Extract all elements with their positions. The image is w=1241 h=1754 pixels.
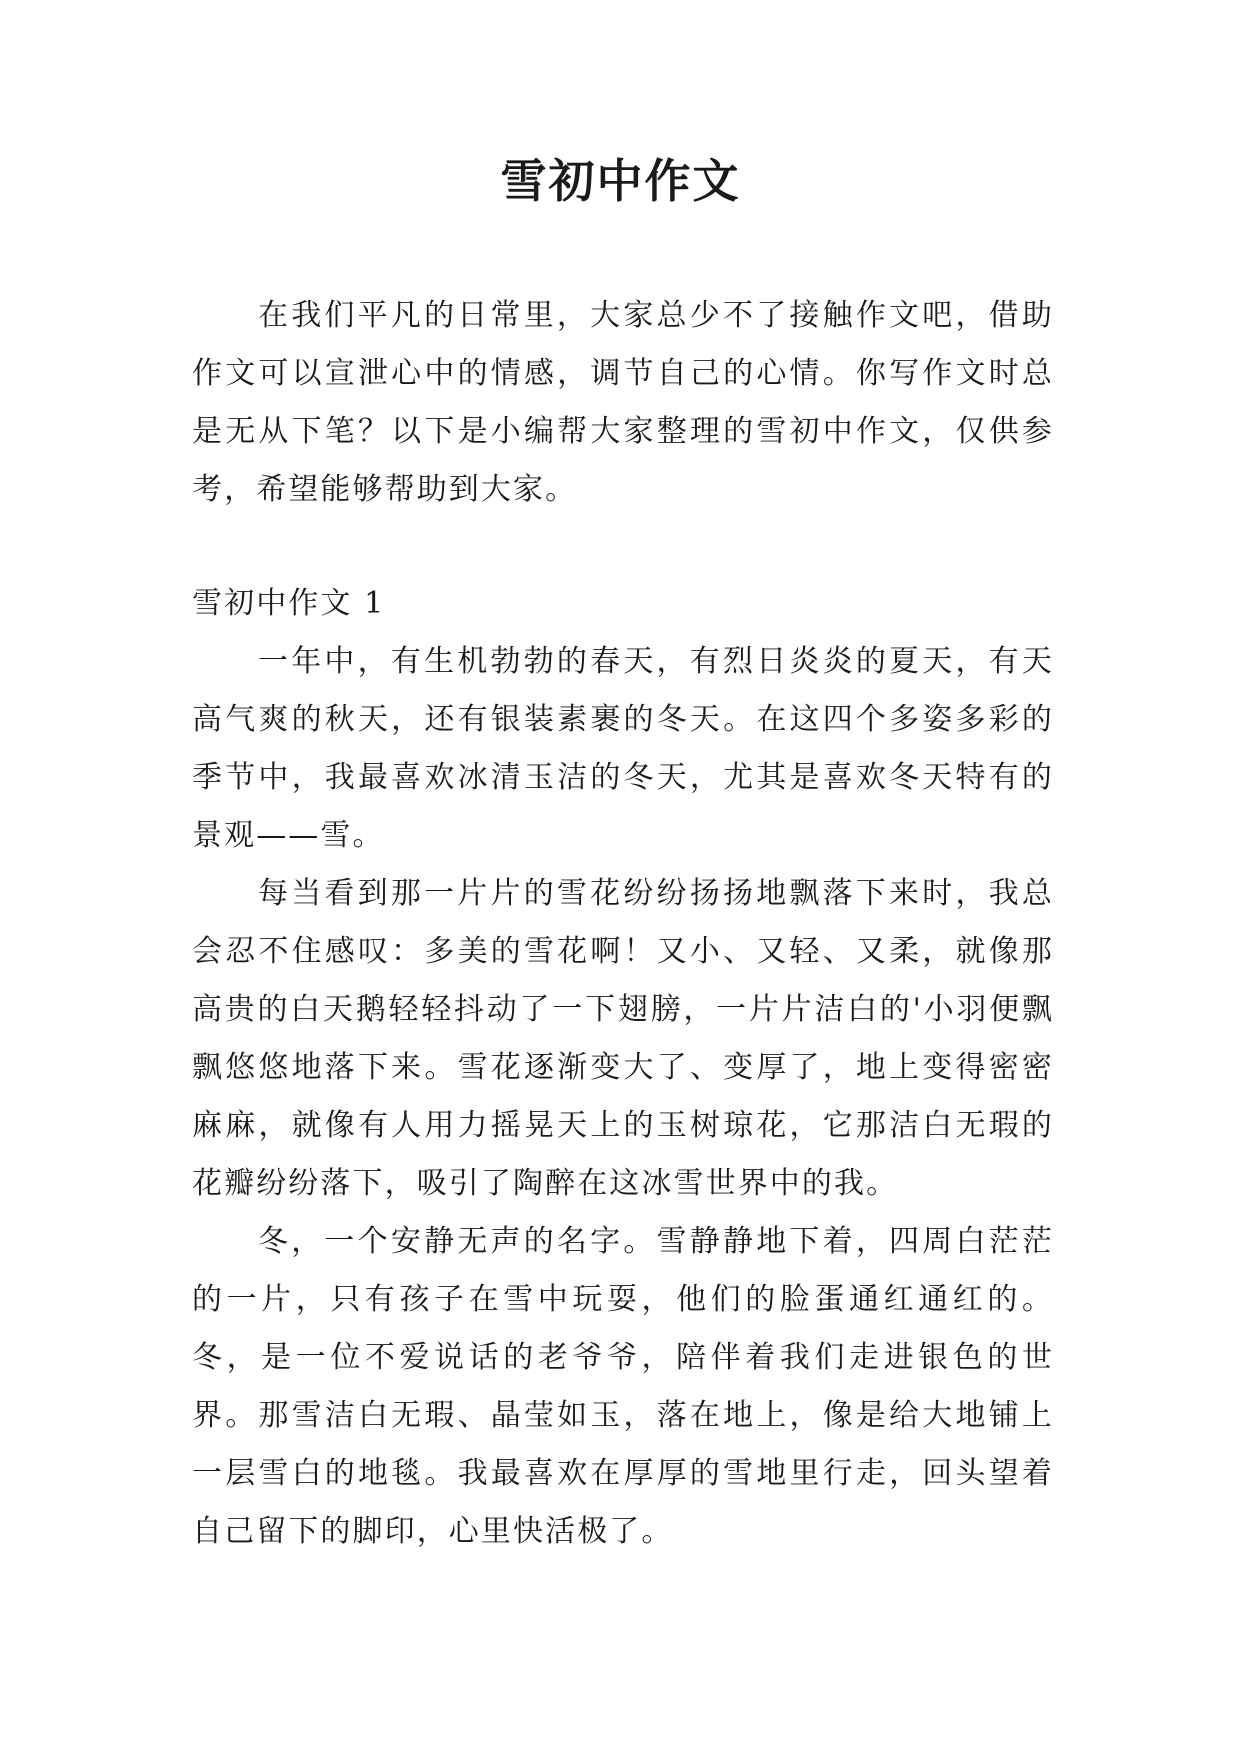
intro-paragraph: 在我们平凡的日常里，大家总少不了接触作文吧，借助作文可以宣泄心中的情感，调节自己的心情。你写作文时总是无从下笔？以下是小编帮大家整理的雪初中作文，仅供参考，希望能够帮助到大家。 (192, 298, 1054, 507)
section-paragraph-2: 每当看到那一片片的雪花纷纷扬扬地飘落下来时，我总会忍不住感叹：多美的雪花啊！又小、又轻、又柔，就像那高贵的白天鹅轻轻抖动了一下翅膀，一片片洁白的'小羽便飘飘悠悠地落下来。雪花逐渐变大了、变厚了，地上变得密密麻麻，就像有人用力摇晃天上的玉树琼花，它那洁白无瑕的花瓣纷纷落下，吸引了陶醉在这冰雪世界中的我。 (192, 876, 1054, 1201)
document-body (192, 287, 1054, 1561)
document-title: 雪初中作文 (500, 154, 741, 208)
section-paragraph-3: 冬，一个安静无声的名字。雪静静地下着，四周白茫茫的一片，只有孩子在雪中玩耍，他们的脸蛋通红通红的。冬，是一位不爱说话的老爷爷，陪伴着我们走进银色的世界。那雪洁白无瑕、晶莹如玉，落在地上，像是给大地铺上一层雪白的地毯。我最喜欢在厚厚的雪地里行走，回头望着自己留下的脚印，心里快活极了。 (192, 1224, 1054, 1549)
section-paragraph-1: 一年中，有生机勃勃的春天，有烈日炎炎的夏天，有天高气爽的秋天，还有银装素裹的冬天。在这四个多姿多彩的季节中，我最喜欢冰清玉洁的冬天，尤其是喜欢冬天特有的景观——雪。 (192, 644, 1054, 853)
section-heading: 雪初中作文 1 (192, 586, 386, 621)
